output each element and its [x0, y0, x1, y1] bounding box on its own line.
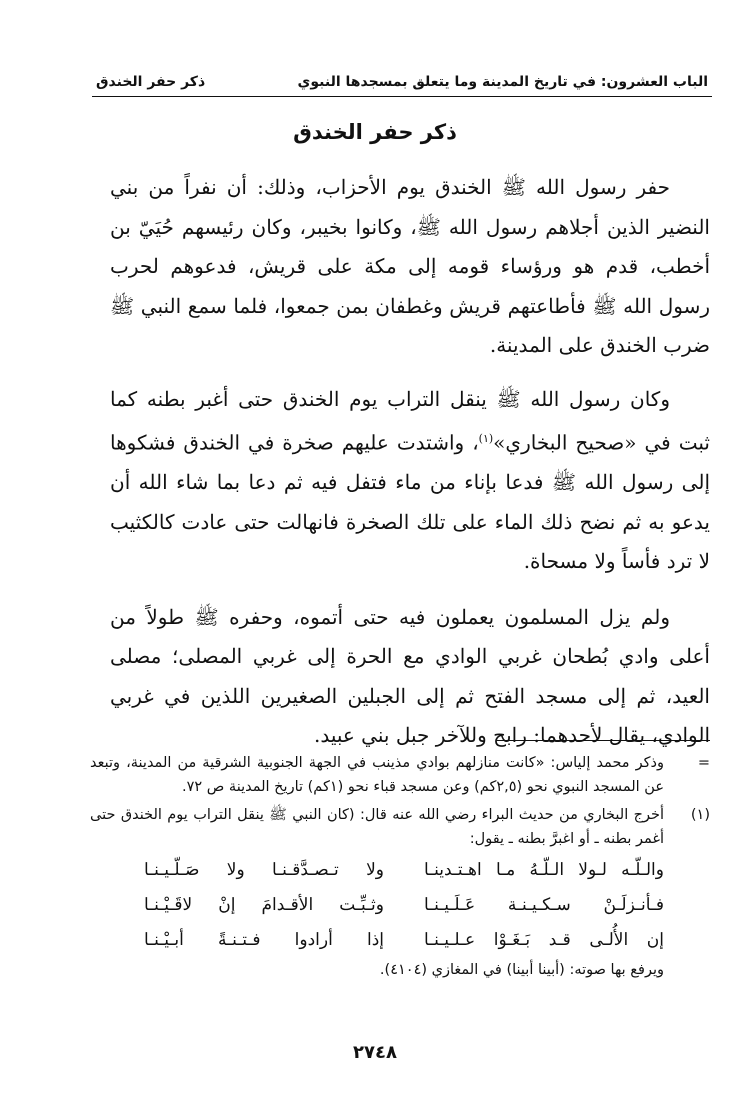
footnote-text: وذكر محمد إلياس: «كانت منازلهم بوادي مذينب في الجهة الجنوبية الشرقية من المدينة، وتبعد عن المسجد النبوي نحو (٢,٥كم) وعن مسجد قباء نحو (١كم) تاريخ المدينة ص ٧٢. — [90, 755, 664, 795]
chapter-title: الباب العشرون: في تاريخ المدينة وما يتعلق بمسجدها النبوي — [297, 74, 708, 90]
footnote-1 — [90, 803, 710, 982]
footnote-text: أخرج البخاري من حديث البراء رضي الله عنه قال: (كان النبي ﷺ ينقل التراب يوم الخندق حتى أغمر بطنه ـ أو اغبرَّ بطنه ـ يقول: — [90, 807, 664, 847]
section-heading: ذكر حفر الخندق — [293, 120, 457, 144]
verse-line — [144, 888, 664, 923]
footnote-number: (١) — [690, 807, 710, 823]
running-header — [92, 56, 712, 97]
footnote-marker[interactable]: (١) — [478, 432, 494, 445]
footnotes — [90, 751, 710, 986]
paragraph — [110, 380, 710, 582]
poem — [144, 853, 664, 958]
footnote-text: ويرفع بها صوته: (أبينا أبينا) في المغازي (٤١٠٤). — [379, 962, 664, 978]
footnote-body — [90, 803, 664, 982]
verse-line — [144, 853, 664, 888]
verse-line — [144, 923, 664, 958]
verse-first-hemistich: والـلّـه لـولا الـلّـهُ مـا اهـتـدينـا — [424, 860, 664, 880]
paragraph-text: ، واشتدت عليهم صخرة في الخندق فشكوها إلى رسول الله ﷺ فدعا بإناء من ماء فتفل فيه ثم دعا بما شاء الله أن يدعو به ثم نضح ذلك الماء على تلك الصخرة فانهالت حتى عادت كالكثيب لا ترد فأساً ولا مسحاة. — [110, 430, 710, 574]
footnote-continued — [90, 751, 710, 799]
running-section-title: ذكر حفر الخندق — [96, 74, 206, 90]
paragraph: ولم يزل المسلمون يعملون فيه حتى أتموه، وحفره ﷺ طولاً من أعلى وادي بُطحان غربي الوادي مع الحرة إلى غربي المصلى؛ مصلى العيد، ثم إلى مسجد الفتح ثم إلى الجبلين الصغيرين اللذين في غربي الوادي، يقال لأحدهما: رابح وللآخر جبل بني عبيد. — [110, 604, 710, 748]
continuation-mark: = — [697, 755, 710, 771]
page-number: ٢٧٤٨ — [353, 1042, 397, 1063]
paragraph: حفر رسول الله ﷺ الخندق يوم الأحزاب، وذلك: أن نفراً من بني النضير الذين أجلاهم رسول الله ﷺ، وكانوا بخيبر، وكان رئيسهم حُيَيّ بن أخطب، قدم هو ورؤساء قومه إلى مكة على قريش، فدعوهم لحرب رسول الله ﷺ فأطاعتهم قريش وغطفان بمن جمعوا، فلما سمع النبي ﷺ ضرب الخندق على المدينة. — [110, 175, 710, 357]
paragraph-text: وكان رسول الله ﷺ ينقل التراب يوم الخندق حتى أغبر بطنه كما ثبت في «صحيح البخاري» — [110, 386, 710, 455]
verse-second-hemistich: إذا أرادوا فـتـنـةً أبـيْـنـا — [144, 930, 384, 950]
main-text — [110, 168, 710, 770]
verse-second-hemistich: وثـبِّـت الأقـدامَ إنْ لاقَـيْـنـا — [144, 895, 384, 915]
footnote-divider — [497, 740, 710, 741]
verse-first-hemistich: فـأنـزلَـنْ سـكـيـنـة عَـلَـيـنـا — [424, 895, 664, 915]
verse-first-hemistich: إن الأُلـى قـد بَـغَـوْا عـلـيـنـا — [424, 930, 664, 950]
verse-second-hemistich: ولا تـصـدَّقـنـا ولا صَـلّـيـنـا — [144, 860, 384, 880]
